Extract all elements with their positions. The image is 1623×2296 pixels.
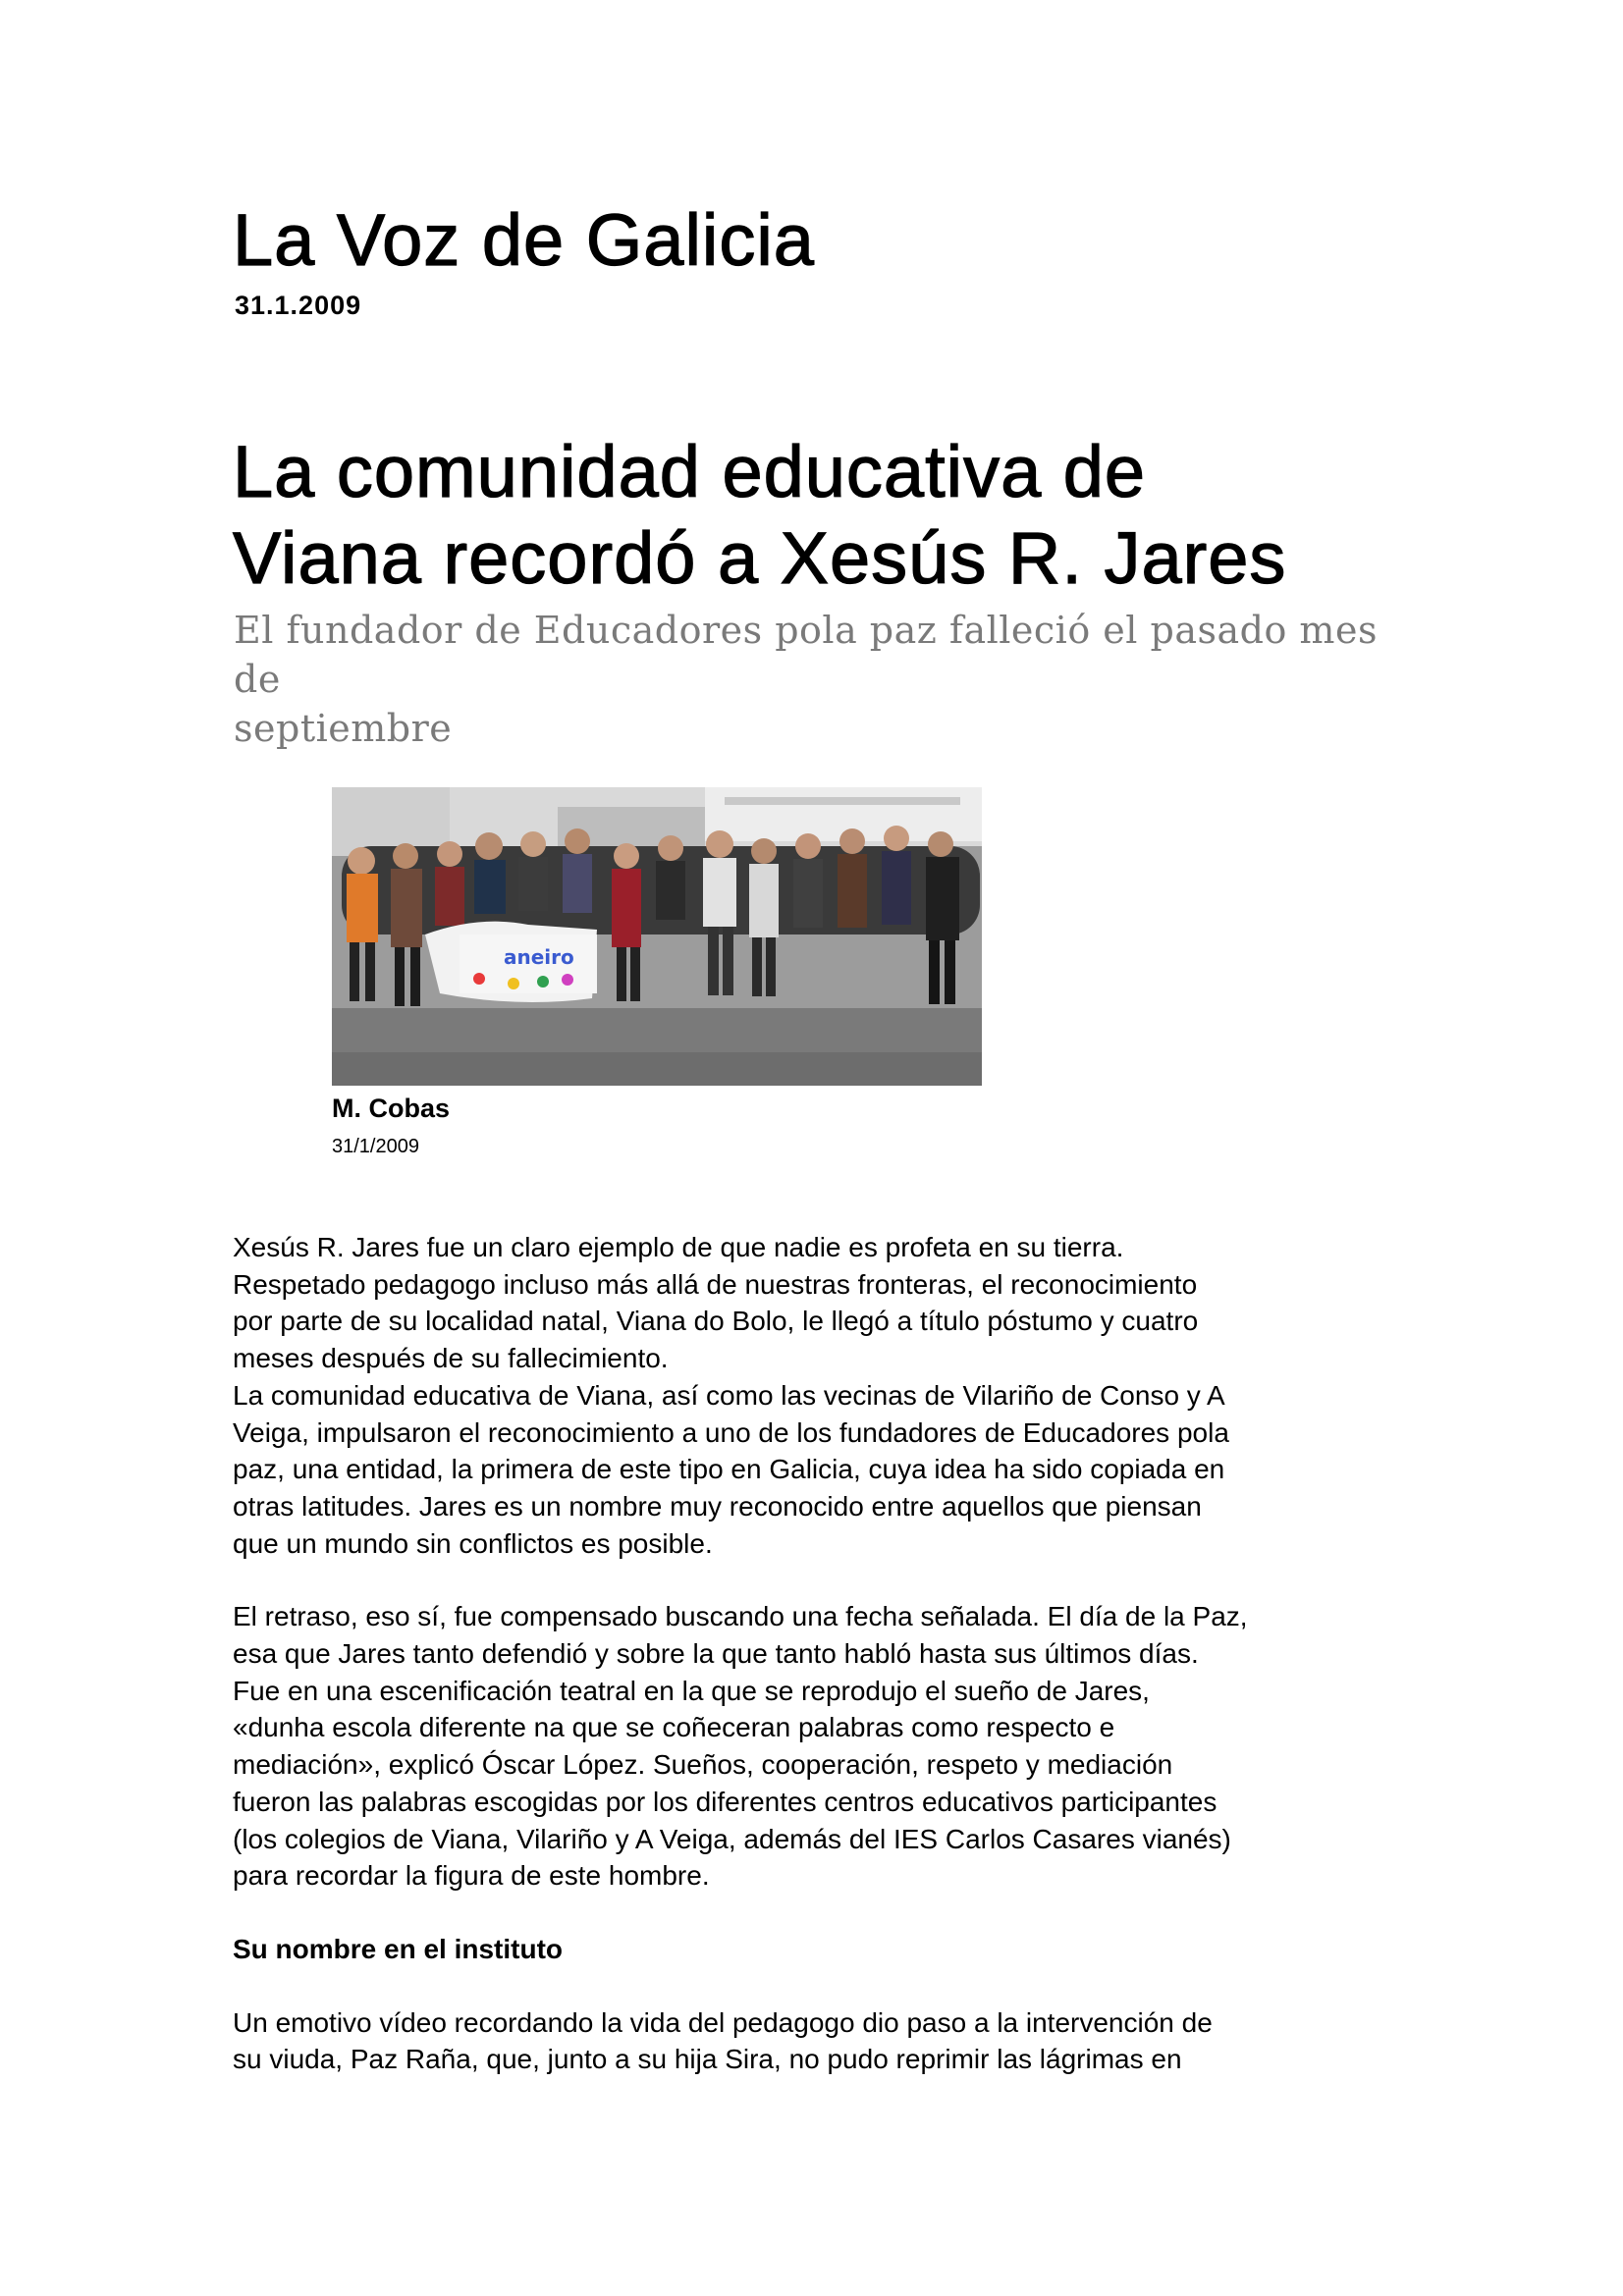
subtitle-line-2: septiembre [234,707,453,750]
photo-image [332,787,982,1086]
text-line: por parte de su localidad natal, Viana do Bolo, le llegó a título póstumo y cuatro [233,1306,1199,1337]
paragraph-gap [233,1562,1411,1598]
text-line: que un mundo sin conflictos es posible. [233,1527,713,1559]
paragraph-2 [233,1377,1411,1563]
text-line: meses después de su fallecimiento. [233,1343,669,1374]
article-body [233,1229,1411,2078]
text-line: su viuda, Paz Raña, que, junto a su hija Sira, no pudo reprimir las lágrimas en [233,2044,1182,2075]
text-line: para recordar la figura de este hombre. [233,1860,710,1892]
text-line: Fue en una escenificación teatral en la que se reprodujo el sueño de Jares, [233,1675,1150,1706]
article-photo [332,787,982,1086]
paragraph-4 [233,2004,1411,2078]
text-line: otras latitudes. Jares es un nombre muy reconocido entre aquellos que piensan [233,1490,1202,1522]
paragraph-3 [233,1598,1411,1895]
photo-credit-date: 31/1/2009 [332,1136,419,1157]
masthead-title: La Voz de Galicia [233,199,815,281]
section-subhead: Su nombre en el instituto [233,1933,564,1964]
text-line: El retraso, eso sí, fue compensado buscando una fecha señalada. El día de la Paz, [233,1601,1248,1632]
banner-text: aneiro [504,945,574,969]
paragraph-gap [233,1968,1411,2004]
text-line: Respetado pedagogo incluso más allá de nuestras fronteras, el reconocimiento [233,1268,1198,1300]
text-line: mediación», explicó Óscar López. Sueños, cooperación, respeto y mediación [233,1749,1173,1781]
text-line: (los colegios de Viana, Vilariño y A Veiga, además del IES Carlos Casares vianés) [233,1823,1231,1854]
text-line: «dunha escola diferente na que se coñeceran palabras como respecto e [233,1712,1115,1743]
paragraph-1 [233,1229,1411,1377]
article-subtitle [234,606,1412,753]
publication-date: 31.1.2009 [235,291,362,320]
headline-line-2: Viana recordó a Xesús R. Jares [233,517,1287,599]
text-line: fueron las palabras escogidas por los diferentes centros educativos participantes [233,1786,1217,1817]
paragraph-gap [233,1895,1411,1931]
subtitle-line-1: El fundador de Educadores pola paz falleció el pasado mes de [234,609,1378,701]
article-headline [233,429,1509,602]
photo-credit-name: M. Cobas [332,1094,451,1123]
text-line: Xesús R. Jares fue un claro ejemplo de que nadie es profeta en su tierra. [233,1232,1124,1262]
text-line: La comunidad educativa de Viana, así como las vecinas de Vilariño de Conso y A [233,1379,1225,1411]
text-line: esa que Jares tanto defendió y sobre la que tanto habló hasta sus últimos días. [233,1638,1199,1670]
text-line: Veiga, impulsaron el reconocimiento a uno de los fundadores de Educadores pola [233,1416,1229,1448]
headline-line-1: La comunidad educativa de [233,431,1147,512]
text-line: paz, una entidad, la primera de este tipo en Galicia, cuya idea ha sido copiada en [233,1454,1225,1485]
text-line: Un emotivo vídeo recordando la vida del pedagogo dio paso a la intervención de [233,2006,1213,2038]
